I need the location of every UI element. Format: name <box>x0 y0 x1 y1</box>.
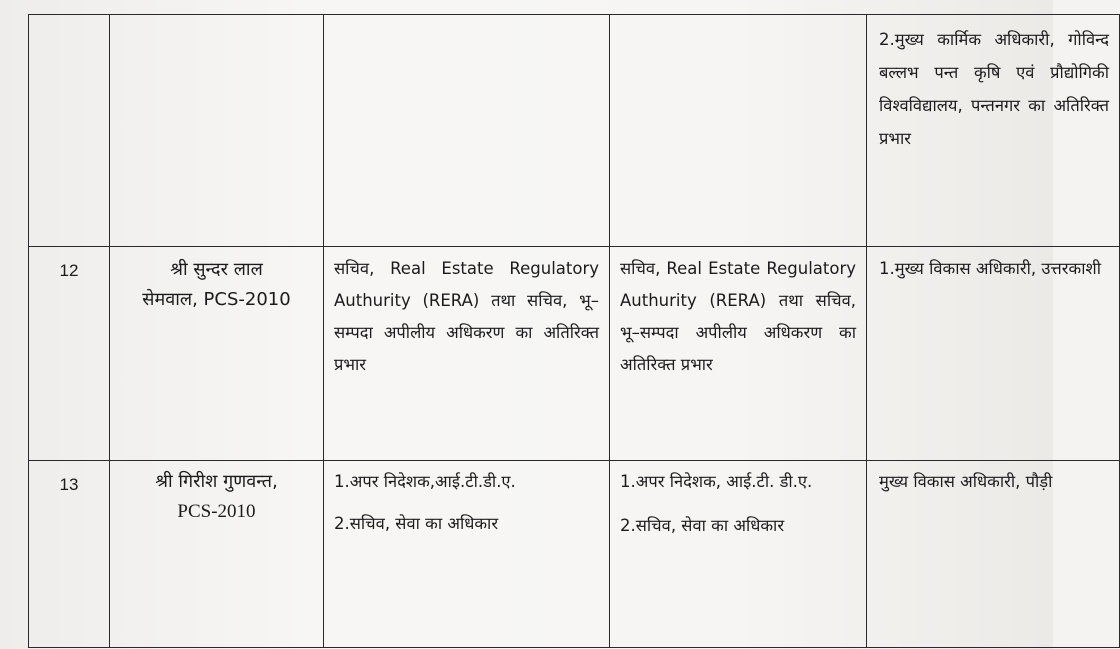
table-row <box>29 15 1120 247</box>
current-post-item-2: 2.सचिव, सेवा का अधिकार <box>334 514 499 533</box>
officer-name-cell <box>110 15 324 247</box>
officer-name-line1: श्री गिरीश गुणवन्त, <box>155 471 278 492</box>
additional-charge-text: 2.मुख्य कार्मिक अधिकारी, गोविन्द बल्लभ पन्त कृषि एवं प्रौद्योगिकी विश्वविद्यालय, पन्तनगर का अतिरिक्त प्रभार <box>879 30 1109 148</box>
officer-name-line1: श्री सुन्दर लाल <box>170 259 263 280</box>
current-post-cell <box>324 15 610 247</box>
current-post-cell <box>324 247 610 461</box>
serial-number: 13 <box>59 475 79 494</box>
new-post-cell <box>610 461 867 648</box>
officer-transfer-table <box>28 14 1120 648</box>
new-post-cell <box>610 247 867 461</box>
table-row <box>29 461 1120 648</box>
officer-name-cell <box>110 247 324 461</box>
new-post-cell <box>610 15 867 247</box>
additional-charge-cell <box>867 15 1120 247</box>
additional-charge-text: मुख्य विकास अधिकारी, पौड़ी <box>879 472 1053 491</box>
serial-number-cell <box>29 247 110 461</box>
serial-number-cell <box>29 461 110 648</box>
officer-name-cell <box>110 461 324 648</box>
current-post-item-1: 1.अपर निदेशक,आई.टी.डी.ए. <box>334 472 516 491</box>
officer-name-line2: PCS-2010 <box>177 501 256 522</box>
current-post-text: सचिव, Real Estate Regulatory Authurity (RERA) तथा सचिव, भू–सम्पदा अपीलीय अधिकरण का अतिरिक्त प्रभार <box>334 259 599 374</box>
table-row <box>29 247 1120 461</box>
additional-charge-cell <box>867 461 1120 648</box>
additional-charge-cell <box>867 247 1120 461</box>
new-post-item-1: 1.अपर निदेशक, आई.टी. डी.ए. <box>620 472 813 491</box>
serial-number: 12 <box>59 261 79 280</box>
new-post-item-2: 2.सचिव, सेवा का अधिकार <box>620 516 785 535</box>
additional-charge-text: 1.मुख्य विकास अधिकारी, उत्तरकाशी <box>879 259 1101 278</box>
officer-name-line2: सेमवाल, PCS-2010 <box>142 289 291 310</box>
current-post-cell <box>324 461 610 648</box>
serial-number-cell <box>29 15 110 247</box>
new-post-text: सचिव, Real Estate Regulatory Authurity (RERA) तथा सचिव, भू–सम्पदा अपीलीय अधिकरण का अतिरिक्त प्रभार <box>620 259 856 374</box>
